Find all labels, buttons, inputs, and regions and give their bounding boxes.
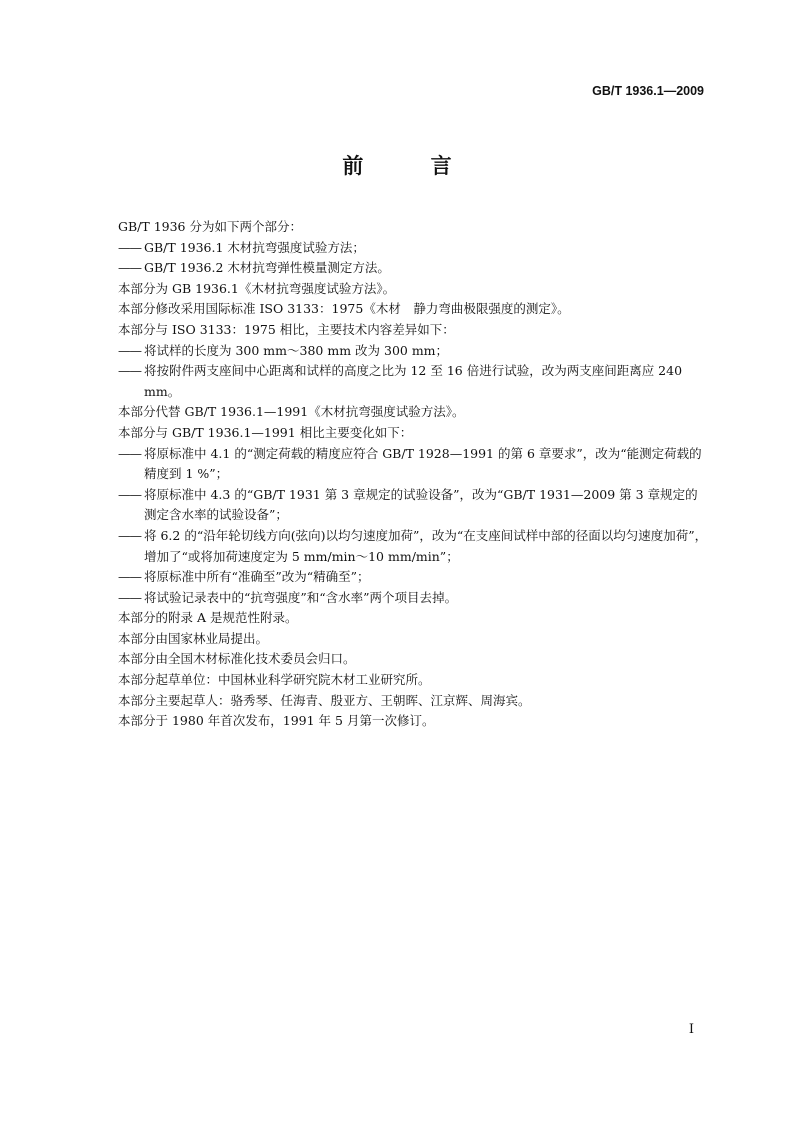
dash-marker: ——: [118, 527, 141, 543]
list-item-text: 将原标准中 4.3 的“GB/T 1931 第 3 章规定的试验设备”，改为“GB/T 1931—2009 第 3 章规定的测定含水率的试验设备”；: [144, 486, 698, 523]
paragraph: 本部分与 GB/T 1936.1—1991 相比主要变化如下：: [118, 424, 413, 440]
list-item: [118, 258, 708, 279]
dash-marker: ——: [118, 342, 141, 358]
paragraph: 本部分修改采用国际标准 ISO 3133：1975《木材 静力弯曲极限强度的测定》。: [118, 301, 570, 317]
dash-marker: ——: [118, 589, 141, 605]
paragraph: 本部分由国家林业局提出。: [118, 630, 269, 646]
paragraph: 本部分代替 GB/T 1936.1—1991《木材抗弯强度试验方法》。: [118, 404, 465, 420]
dash-marker: ——: [118, 569, 141, 585]
page-number: I: [688, 1022, 694, 1037]
list-item: [118, 444, 708, 485]
foreword-body: [118, 217, 708, 732]
standard-code: GB/T 1936.1—2009: [592, 84, 704, 98]
list-item: [118, 526, 708, 567]
list-item-text: GB/T 1936.2 木材抗弯弹性模量测定方法。: [144, 260, 390, 276]
dash-marker: ——: [118, 239, 141, 255]
list-item-text: GB/T 1936.1 木材抗弯强度试验方法；: [144, 239, 365, 255]
paragraph: 本部分的附录 A 是规范性附录。: [118, 610, 298, 626]
list-item-text: 将 6.2 的“沿年轮切线方向(弦向)以均匀速度加荷”，改为“在支座间试样中部的径面以均匀速度加荷”，增加了“或将加荷速度定为 5 mm/min～10 mm/min”；: [144, 527, 708, 564]
list-item-text: 将原标准中所有“准确至”改为“精确至”；: [144, 569, 370, 585]
paragraph: 本部分由全国木材标准化技术委员会归口。: [118, 651, 356, 667]
list-item: [118, 485, 708, 526]
dash-marker: ——: [118, 260, 141, 276]
list-item: [118, 567, 708, 588]
page-title: 前 言: [342, 153, 482, 178]
paragraph: 本部分起草单位：中国林业科学研究院木材工业研究所。: [118, 672, 431, 688]
paragraph: 本部分为 GB 1936.1《木材抗弯强度试验方法》。: [118, 280, 396, 296]
paragraph: 本部分与 ISO 3133：1975 相比，主要技术内容差异如下：: [118, 321, 455, 337]
paragraph: 本部分主要起草人：骆秀琴、任海青、殷亚方、王朝晖、江京辉、周海宾。: [118, 692, 531, 708]
list-item: [118, 238, 708, 259]
list-item-text: 将试验记录表中的“抗弯强度”和“含水率”两个项目去掉。: [144, 589, 458, 605]
list-item: [118, 588, 708, 609]
list-item-text: 将原标准中 4.1 的“测定荷载的精度应符合 GB/T 1928—1991 的第 6 章要求”，改为“能测定荷载的精度到 1 %”；: [144, 445, 702, 482]
dash-marker: ——: [118, 486, 141, 502]
list-item: [118, 341, 708, 362]
list-item: [118, 361, 708, 402]
dash-marker: ——: [118, 363, 141, 379]
paragraph: 本部分于 1980 年首次发布，1991 年 5 月第一次修订。: [118, 713, 435, 729]
list-item-text: 将试样的长度为 300 mm～380 mm 改为 300 mm；: [144, 342, 449, 358]
dash-marker: ——: [118, 445, 141, 461]
list-item-text: 将按附件两支座间中心距离和试样的高度之比为 12 至 16 倍进行试验，改为两支座间距离应 240 mm。: [144, 363, 683, 399]
paragraph: GB/T 1936 分为如下两个部分：: [118, 219, 302, 234]
